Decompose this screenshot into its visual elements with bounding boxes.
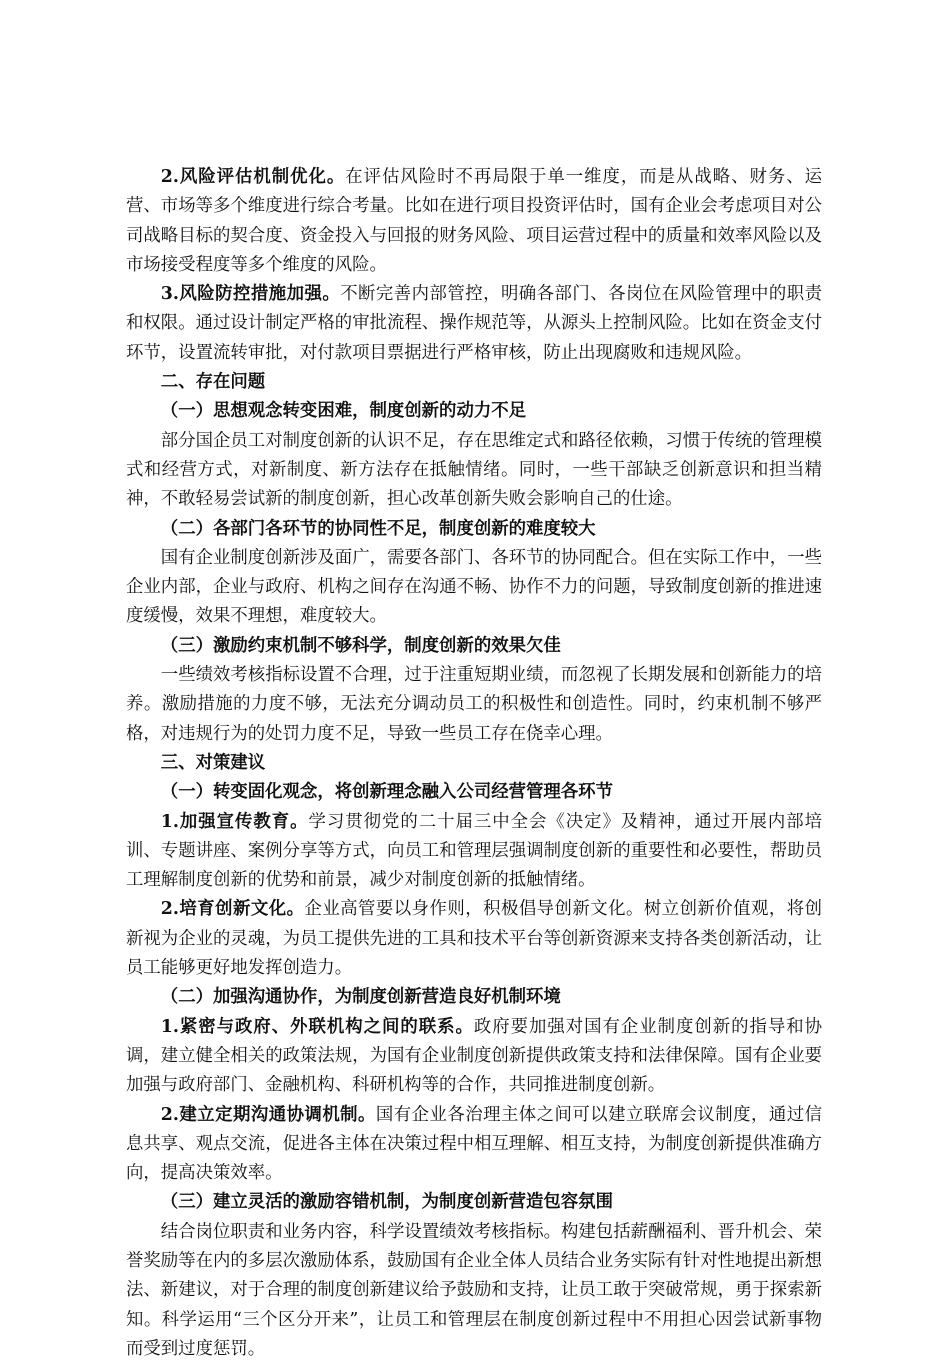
paragraph-text: 一些绩效考核指标设置不合理，过于注重短期业绩，而忽视了长期发展和创新能力的培养。激励措施的力度不够，无法充分调动员工的积极性和创造性。同时，约束机制不够严格，对违规行为的处罚力度不足，导致一些员工存在侥幸心理。	[126, 665, 822, 744]
subsection-heading: （三）激励约束机制不够科学，制度创新的效果欠佳	[160, 635, 561, 656]
paragraph-text: 学习贯彻党的二十届三中全会《决定》及精神，通过开展内部培训、专题讲座、案例分享等方式，向员工和管理层强调制度创新的重要性和必要性，帮助员工理解制度创新的优势和前景，减少对制度创新的抵触情绪。	[126, 811, 822, 891]
paragraph-lead: 2.建立定期沟通协调机制。	[160, 1104, 376, 1125]
paragraph-text: 不断完善内部管控，明确各部门、各岗位在风险管理中的职责和权限。通过设计制定严格的审批流程、操作规范等，从源头上控制风险。比如在资金支付环节，设置流转审批，对付款项目票据进行严格审核，防止出现腐败和违规风险。	[126, 284, 822, 363]
document-body	[126, 163, 822, 1364]
paragraph	[126, 544, 822, 632]
paragraph-lead: 1.紧密与政府、外联机构之间的联系。	[160, 1016, 474, 1037]
subsection-heading: （二）各部门各环节的协同性不足，制度创新的难度较大	[160, 518, 596, 539]
paragraph-text: 在评估风险时不再局限于单一维度，而是从战略、财务、运营、市场等多个维度进行综合考量。比如在进行项目投资评估时，国有企业会考虑项目对公司战略目标的契合度、资金投入与回报的财务风险、项目运营过程中的质量和效率风险以及市场接受程度等多个维度的风险。	[126, 167, 822, 275]
subsection-heading: （一）转变固化观念，将创新理念融入公司经营管理各环节	[160, 782, 613, 803]
section-heading: 三、对策建议	[160, 752, 266, 773]
paragraph-lead: 2.风险评估机制优化。	[160, 167, 346, 187]
paragraph	[126, 1013, 822, 1101]
paragraph-text: 国有企业制度创新涉及面广，需要各部门、各环节的协同配合。但在实际工作中，一些企业内部，企业与政府、机构之间存在沟通不畅、协作不力的问题，导致制度创新的推进速度缓慢，效果不理想，难度较大。	[126, 547, 822, 627]
paragraph	[126, 808, 822, 896]
section-heading: 二、存在问题	[160, 372, 266, 393]
paragraph	[126, 163, 822, 280]
paragraph-text: 国有企业各治理主体之间可以建立联席会议制度，通过信息共享、观点交流，促进各主体在决策过程中相互理解、相互支持，为制度创新提供准确方向，提高决策效率。	[126, 1104, 822, 1184]
paragraph-text: 结合岗位职责和业务内容，科学设置绩效考核指标。构建包括薪酬福利、晋升机会、荣誉奖励等在内的多层次激励体系，鼓励国有企业全体人员结合业务实际有针对性地提出新想法、新建议，对于合理的制度创新建议给予鼓励和支持，让员工敢于突破常规，勇于探索新知。科学运用“三个区分开来”，让员工和管理层在制度创新过程中不用担心因尝试新事物而受到过度惩罚。	[126, 1221, 822, 1359]
paragraph-lead: 2.培育创新文化。	[160, 899, 305, 920]
paragraph	[126, 280, 822, 368]
paragraph-text: 企业高管要以身作则，积极倡导创新文化。树立创新价值观，将创新视为企业的灵魂，为员工提供先进的工具和技术平台等创新资源来支持各类创新活动，让员工能够更好地发挥创造力。	[126, 899, 822, 979]
paragraph-lead: 3.风险防控措施加强。	[160, 284, 341, 305]
paragraph-text: 部分国企员工对制度创新的认识不足，存在思维定式和路径依赖，习惯于传统的管理模式和经营方式，对新制度、新方法存在抵触情绪。同时，一些干部缺乏创新意识和担当精神，不敢轻易尝试新的制度创新，担心改革创新失败会影响自己的仕途。	[126, 430, 822, 510]
paragraph	[126, 661, 822, 749]
paragraph	[126, 1218, 822, 1364]
paragraph	[126, 1101, 822, 1189]
paragraph	[126, 895, 822, 983]
paragraph	[126, 427, 822, 515]
paragraph-lead: 1.加强宣传教育。	[160, 811, 309, 832]
paragraph-text: 政府要加强对国有企业制度创新的指导和协调，建立健全相关的政策法规，为国有企业制度创新提供政策支持和法律保障。国有企业要加强与政府部门、金融机构、科研机构等的合作，共同推进制度创新。	[126, 1016, 822, 1096]
subsection-heading: （三）建立灵活的激励容错机制，为制度创新营造包容氛围	[160, 1192, 613, 1213]
subsection-heading: （二）加强沟通协作，为制度创新营造良好机制环境	[160, 987, 561, 1008]
subsection-heading: （一）思想观念转变困难，制度创新的动力不足	[160, 401, 527, 422]
